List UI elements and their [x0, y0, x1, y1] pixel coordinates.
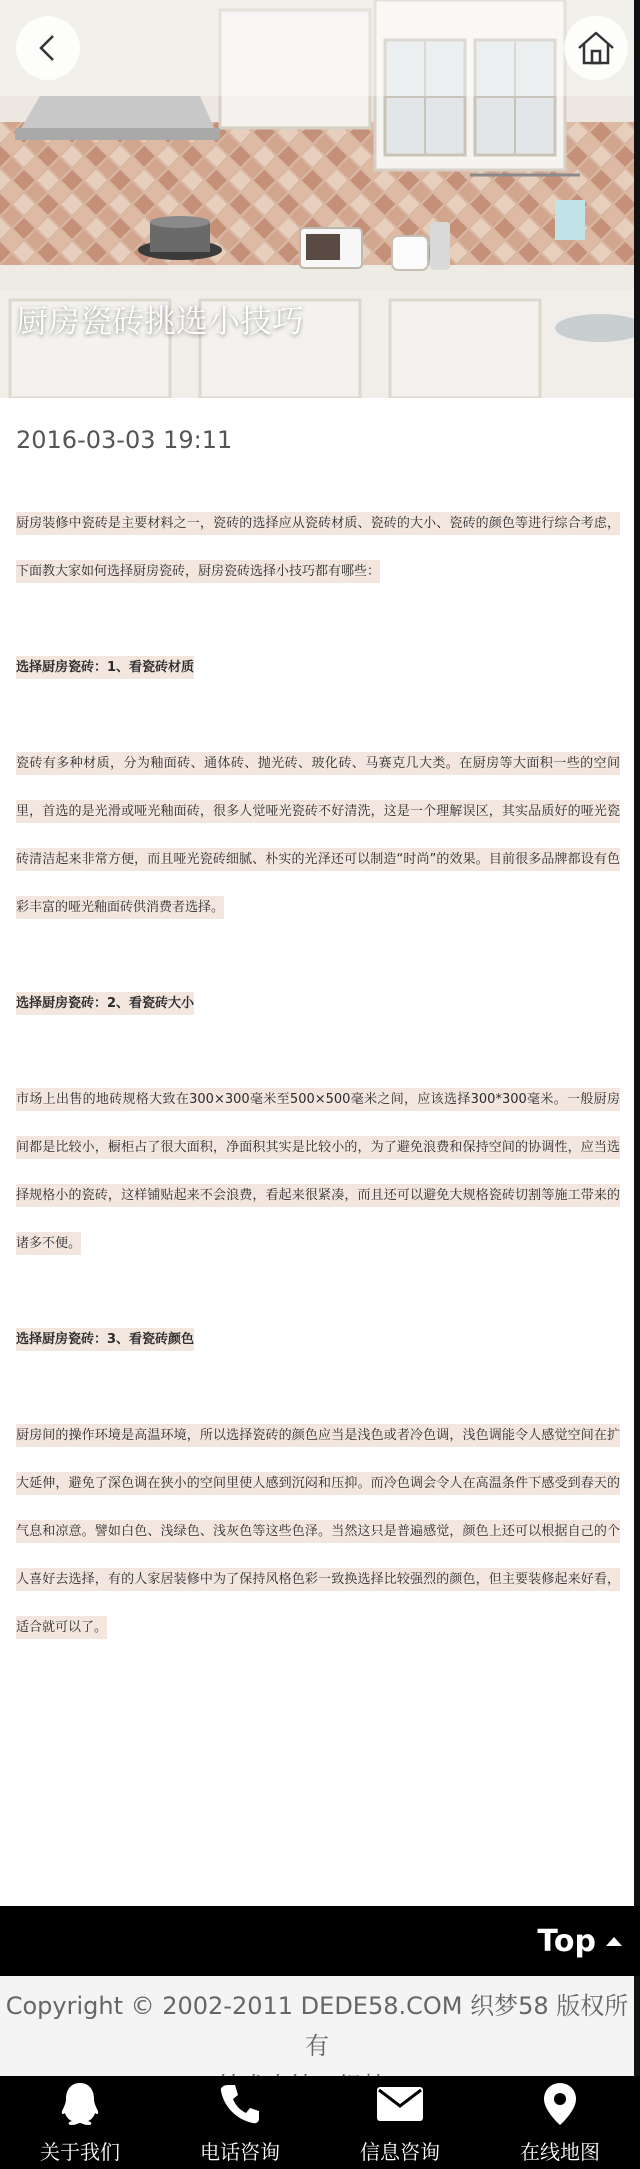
- caret-up-icon: [606, 1937, 622, 1946]
- section-body-color: [16, 1412, 620, 1652]
- hero-banner: [0, 0, 634, 398]
- section-body-size: [16, 1076, 620, 1268]
- copyright-section: [0, 1976, 634, 2076]
- section-heading-text: 选择厨房瓷砖：3、看瓷砖颜色: [16, 1328, 194, 1351]
- section-heading-color: [16, 1316, 620, 1364]
- article-body: [16, 500, 620, 1700]
- map-pin-icon: [542, 2081, 578, 2127]
- mail-icon: [376, 2086, 424, 2122]
- bottom-nav: [0, 2076, 640, 2169]
- nav-item-about[interactable]: [0, 2076, 160, 2169]
- section-body-text: 厨房间的操作环境是高温环境，所以选择瓷砖的颜色应当是浅色或者冷色调，浅色调能令人感觉空间在扩大延伸，避免了深色调在狭小的空间里使人感到沉闷和压抑。而冷色调会令人在高温条件下感受到春天的气息和凉意。譬如白色、浅绿色、浅灰色等这些色泽。当然这只是普遍感觉，颜色上还可以根据自己的个人喜好去选择，有的人家居装修中为了保持风格色彩一致换选择比较强烈的颜色，但主要装修起来好看，适合就可以了。: [16, 1424, 620, 1639]
- nav-item-label: 信息咨询: [360, 2140, 440, 2164]
- article-intro: [16, 500, 620, 596]
- section-body-text: 瓷砖有多种材质，分为釉面砖、通体砖、抛光砖、玻化砖、马赛克几大类。在厨房等大面积一些的空间里，首选的是光滑或哑光釉面砖，很多人觉哑光瓷砖不好清洗，这是一个理解误区，其实品质好的哑光瓷砖清洁起来非常方便，而且哑光瓷砖细腻、朴实的光泽还可以制造“时尚”的效果。目前很多品牌都设有色彩丰富的哑光釉面砖供消费者选择。: [16, 752, 620, 919]
- phone-icon: [218, 2082, 262, 2126]
- section-body-text: 市场上出售的地砖规格大致在300×300毫米至500×500毫米之间，应该选择300*300毫米。一般厨房间都是比较小，橱柜占了很大面积，净面积其实是比较小的，为了避免浪费和保持空间的协调性，应当选择规格小的瓷砖，这样铺贴起来不会浪费，看起来很紧凑，而且还可以避免大规格瓷砖切割等施工带来的诸多不便。: [16, 1088, 620, 1255]
- section-heading-text: 选择厨房瓷砖：2、看瓷砖大小: [16, 992, 194, 1015]
- back-to-top-button[interactable]: [537, 1920, 622, 1962]
- chevron-left-icon: [33, 33, 63, 63]
- nav-item-label: 关于我们: [40, 2140, 120, 2164]
- home-button[interactable]: [564, 16, 628, 80]
- publish-date: 2016-03-03 19:11: [16, 426, 233, 454]
- section-heading-text: 选择厨房瓷砖：1、看瓷砖材质: [16, 656, 194, 679]
- nav-item-message[interactable]: [320, 2076, 480, 2169]
- page-edge: [634, 0, 640, 2169]
- section-heading-material: [16, 644, 620, 692]
- page-title: 厨房瓷砖挑选小技巧: [16, 302, 305, 340]
- section-heading-size: [16, 980, 620, 1028]
- back-button[interactable]: [16, 16, 80, 80]
- nav-item-map[interactable]: [480, 2076, 640, 2169]
- qq-icon: [58, 2081, 102, 2127]
- nav-item-label: 在线地图: [520, 2140, 600, 2164]
- copyright-text: Copyright © 2002-2011 DEDE58.COM 织梦58 版权所有: [5, 1992, 629, 2060]
- nav-item-label: 电话咨询: [200, 2140, 280, 2164]
- home-icon: [576, 29, 616, 67]
- article-intro-text: 厨房装修中瓷砖是主要材料之一，瓷砖的选择应从瓷砖材质、瓷砖的大小、瓷砖的颜色等进行综合考虑，下面教大家如何选择厨房瓷砖，厨房瓷砖选择小技巧都有哪些：: [16, 512, 620, 583]
- back-to-top-bar: [0, 1906, 640, 1976]
- header-overlay: [0, 0, 634, 96]
- nav-item-phone[interactable]: [160, 2076, 320, 2169]
- section-body-material: [16, 740, 620, 932]
- back-to-top-label: Top: [537, 1923, 596, 1959]
